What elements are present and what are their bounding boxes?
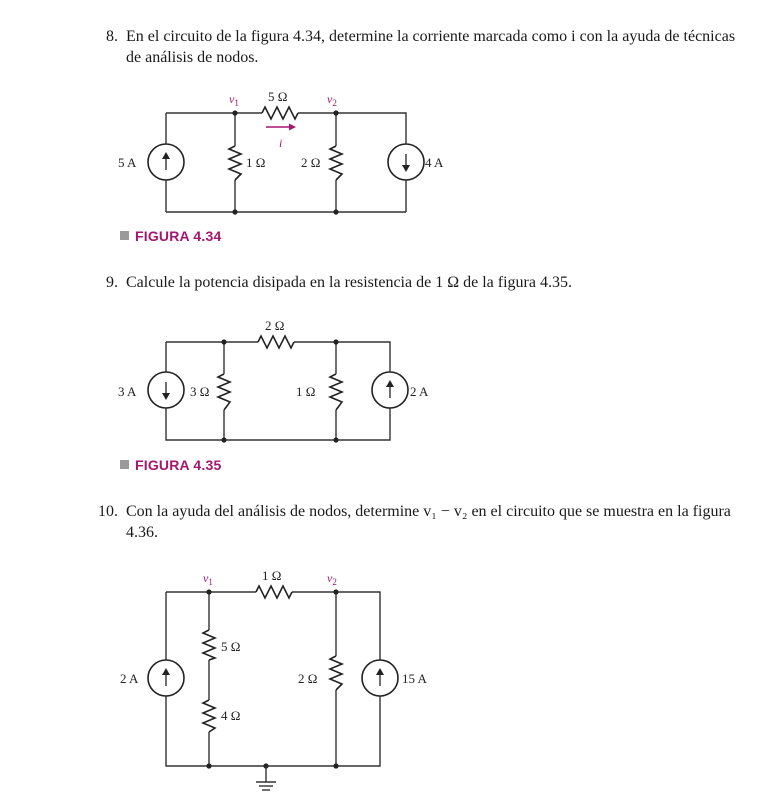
current-source-2a <box>148 660 184 696</box>
label-1-ohm: 1 Ω <box>296 384 316 399</box>
label-v2: $v_2$ <box>327 571 337 587</box>
resistor-2-ohm <box>330 656 342 690</box>
wire-loop <box>166 592 380 766</box>
resistor-3-ohm <box>218 374 230 410</box>
label-v1: $v_1$ <box>229 92 239 108</box>
wire-top-left <box>166 113 406 144</box>
label-15a: 15 A <box>402 671 427 686</box>
label-5-ohm: 5 Ω <box>221 639 241 654</box>
label-3-ohm: 3 Ω <box>190 384 210 399</box>
node-v2 <box>333 110 338 115</box>
current-source-3a <box>148 372 184 408</box>
problem-number: 9. <box>106 274 118 291</box>
resistor-1-ohm <box>256 586 292 598</box>
resistor-5-ohm <box>203 630 215 660</box>
label-1-ohm: 1 Ω <box>246 155 266 170</box>
label-2-ohm: 2 Ω <box>298 671 318 686</box>
resistor-2-ohm <box>330 146 342 180</box>
resistor-2-ohm <box>258 336 294 348</box>
label-5-ohm: 5 Ω <box>268 89 288 104</box>
current-source-5a <box>148 144 184 180</box>
label-5a: 5 A <box>118 155 137 170</box>
wire-loop <box>166 342 390 440</box>
current-source-2a <box>372 372 408 408</box>
label-4a: 4 A <box>425 155 444 170</box>
node-v2 <box>333 589 338 594</box>
current-source-4a <box>388 144 424 180</box>
problem-text: En el circuito de la figura 4.34, determine la corriente marcada como i con la ayuda de técnicas de análisis de nodos. <box>126 28 736 66</box>
problem-text: Calcule la potencia disipada en la resistencia de 1 Ω de la figura 4.35. <box>126 274 572 291</box>
label-4-ohm: 4 Ω <box>221 708 241 723</box>
label-2-ohm: 2 Ω <box>301 155 321 170</box>
label-1-ohm: 1 Ω <box>262 568 282 583</box>
label-v1: $v_1$ <box>203 571 213 587</box>
problem-number: 8. <box>106 28 118 45</box>
current-source-15a <box>362 660 398 696</box>
label-2a: 2 A <box>410 384 429 399</box>
figure-caption: FIGURA 4.35 <box>120 457 221 473</box>
node-v1 <box>206 589 211 594</box>
resistor-1-ohm <box>330 374 342 410</box>
figure-caption: FIGURA 4.34 <box>120 228 221 244</box>
problem-text: Con la ayuda del análisis de nodos, determine v₁ − v₂ en el circuito que se muestra en la figura 4.36. <box>126 503 731 541</box>
label-v2: $v_2$ <box>327 92 337 108</box>
resistor-1-ohm <box>229 146 241 180</box>
ground-icon <box>256 766 276 790</box>
resistor-5-ohm <box>262 107 298 119</box>
resistor-4-ohm <box>203 700 215 732</box>
label-i: i <box>279 136 283 150</box>
label-2-ohm: 2 Ω <box>265 318 285 333</box>
label-3a: 3 A <box>118 384 137 399</box>
node-v1 <box>232 110 237 115</box>
label-2a: 2 A <box>120 671 139 686</box>
problem-number: 10. <box>98 503 118 520</box>
